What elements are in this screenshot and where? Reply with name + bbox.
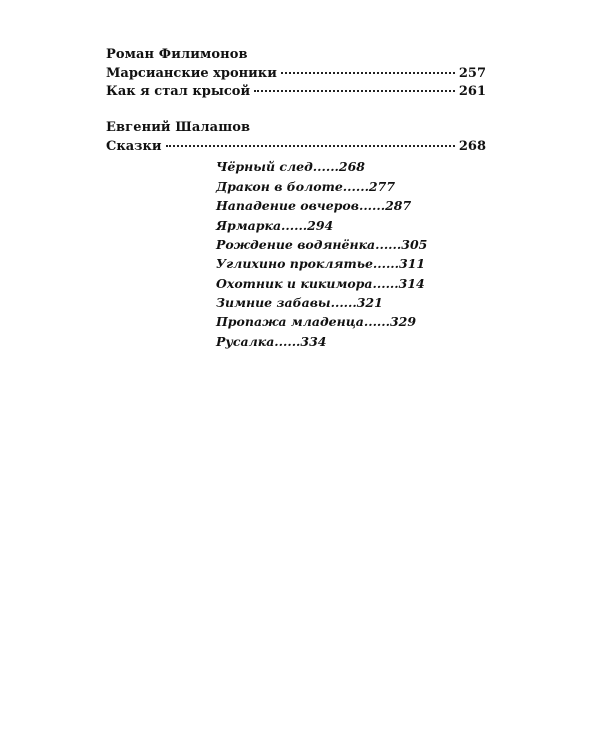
toc-entry-page: 257 — [458, 66, 486, 81]
tale-entry[interactable]: Чёрный след......268 — [216, 159, 365, 174]
toc-entry-page: 268 — [458, 139, 486, 154]
toc-entry-page: 261 — [458, 84, 486, 99]
toc-entry[interactable] — [106, 66, 486, 82]
leader-dots — [254, 90, 455, 92]
toc-entry-title: Сказки — [106, 139, 162, 154]
tale-entry[interactable]: Русалка......334 — [216, 334, 327, 349]
tale-entry[interactable]: Нападение овчеров......287 — [216, 198, 412, 213]
leader-dots — [281, 72, 455, 74]
toc-entry-title: Марсианские хроники — [106, 66, 277, 81]
tale-entry[interactable]: Дракон в болоте......277 — [216, 179, 396, 194]
author-name: Евгений Шалашов — [106, 120, 251, 135]
author-name: Роман Филимонов — [106, 47, 248, 62]
tale-entry[interactable]: Пропажа младенца......329 — [216, 314, 417, 329]
toc-entry[interactable] — [106, 139, 486, 155]
tale-entry[interactable]: Ярмарка......294 — [216, 218, 334, 233]
tale-entry[interactable]: Рождение водянёнка......305 — [216, 237, 428, 252]
toc-entry[interactable] — [106, 84, 486, 100]
tale-entry[interactable]: Охотник и кикимора......314 — [216, 276, 425, 291]
tale-entry[interactable]: Углихино проклятье......311 — [216, 256, 426, 271]
leader-dots — [166, 145, 455, 147]
toc-entry-title: Как я стал крысой — [106, 84, 251, 99]
tale-entry[interactable]: Зимние забавы......321 — [216, 295, 383, 310]
